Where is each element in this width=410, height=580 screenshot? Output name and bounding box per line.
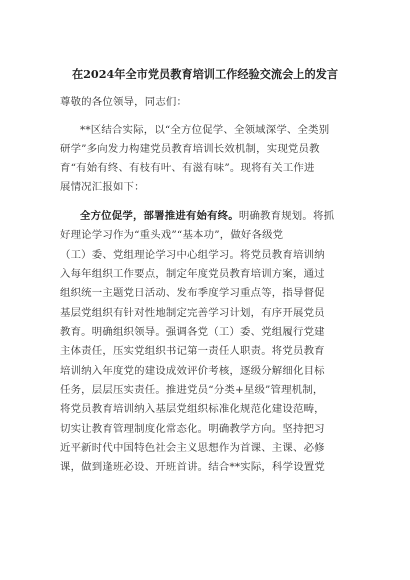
section1-line-9: 任务，层层压实责任。推进党员“分类+星级”管理机制， [60,384,324,396]
section1-line-11: 切实让教育管理制度化常态化。明确教学方向。坚持把习 [60,423,325,435]
section1-heading: 全方位促学，部署推进有始有终。 [80,210,239,222]
section1-line-4: 组织统一主题党日活动、发布季度学习重点等，指导督促 [60,287,325,299]
section1-first-line-rest: 明确教育规划。将抓 [238,210,335,222]
section1-line-2: （工）委、党组理论学习中心组学习。将党员教育培训纳 [60,249,325,261]
intro-line-4: 展情况汇报如下： [60,181,145,193]
document-title: 在2024年全市党员教育培训工作经验交流会上的发言 [71,67,339,81]
section1-line-5: 基层党组织有针对性地制定完善学习计划，有序开展党员 [60,307,325,319]
section1-line-13: 课，做到逢班必设、开班首讲。结合**实际，科学设置党 [60,461,325,473]
section1-line-7: 主体责任，压实党组织书记第一责任人职责。将党员教育 [60,345,325,357]
section1-line-1: 好理论学习作为“重头戏”“基本功”，做好各级党 [60,229,284,241]
intro-line-1: **区结合实际，以“全方位促学、全领域深学、全类别 [80,124,330,136]
salutation: 尊敬的各位领导，同志们： [60,96,188,108]
section1-line-6: 教育。明确组织领导。强调各党（工）委、党组履行党建 [60,326,325,338]
section1-line-8: 培训纳入年度党的建设成效评价考核，逐级分解细化目标 [60,365,325,377]
section1-line-12: 近平新时代中国特色社会主义思想作为首课、主课、必修 [60,442,325,454]
intro-line-3: 育“有始有终、有枝有叶、有滋有味”。现将有关工作进 [60,162,315,174]
section1-line-3: 入每年组织工作要点，制定年度党员教育培训方案，通过 [60,268,325,280]
section1-first-line [80,209,334,223]
intro-line-2: 研学”多向发力构建党员教育培训长效机制，实现党员教 [60,143,320,155]
section1-line-10: 将党员教育培训纳入基层党组织标准化规范化建设范畴， [60,403,325,415]
